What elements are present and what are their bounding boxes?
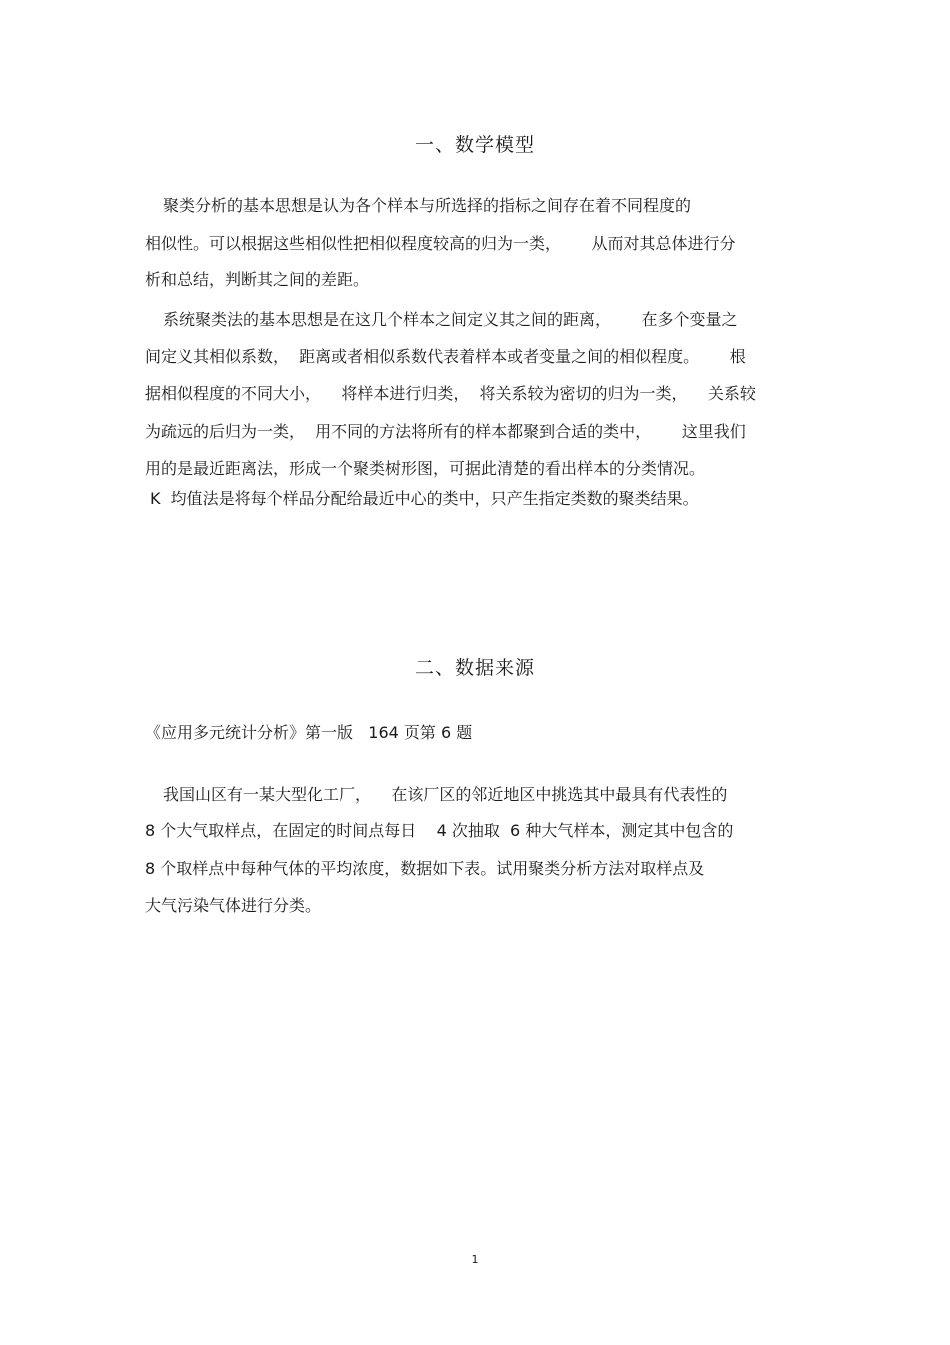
page-number: 1	[471, 1253, 479, 1266]
paragraph-line: 系统聚类法的基本思想是在这几个样本之间定义其之间的距离， 在多个变量之	[163, 310, 738, 329]
paragraph-line: 我国山区有一某大型化工厂， 在该厂区的邻近地区中挑选其中最具有代表性的	[163, 785, 728, 804]
paragraph-line: 为疏远的后归为一类， 用不同的方法将所有的样本都聚到合适的类中， 这里我们	[145, 422, 746, 441]
paragraph-line: 相似性。可以根据这些相似性把相似程度较高的归为一类， 从而对其总体进行分	[145, 234, 736, 253]
paragraph-line: 析和总结，判断其之间的差距。	[145, 270, 370, 289]
section-2-heading: 二、数据来源	[414, 657, 535, 679]
paragraph-line: 据相似程度的不同大小， 将样本进行归类， 将关系较为密切的归为一类， 关系较	[145, 384, 756, 403]
paragraph-line: 8 个取样点中每种气体的平均浓度，数据如下表。试用聚类分析方法对取样点及	[145, 859, 705, 878]
paragraph-line: 用的是最近距离法，形成一个聚类树形图，可据此清楚的看出样本的分类情况。	[145, 459, 706, 478]
paragraph-line: K 均值法是将每个样品分配给最近中心的类中，只产生指定类数的聚类结果。	[150, 489, 699, 508]
paragraph-line: 大气污染气体进行分类。	[145, 896, 322, 915]
section-1-heading: 一、数学模型	[414, 134, 535, 156]
source-citation: 《应用多元统计分析》第一版 164 页第 6 题	[145, 723, 473, 742]
paragraph-line: 间定义其相似系数， 距离或者相似系数代表着样本或者变量之间的相似程度。 根	[145, 347, 746, 366]
paragraph-line: 聚类分析的基本思想是认为各个样本与所选择的指标之间存在着不同程度的	[163, 196, 692, 215]
paragraph-line: 8 个大气取样点，在固定的时间点每日 4 次抽取 6 种大气样本，测定其中包含的	[145, 821, 734, 840]
